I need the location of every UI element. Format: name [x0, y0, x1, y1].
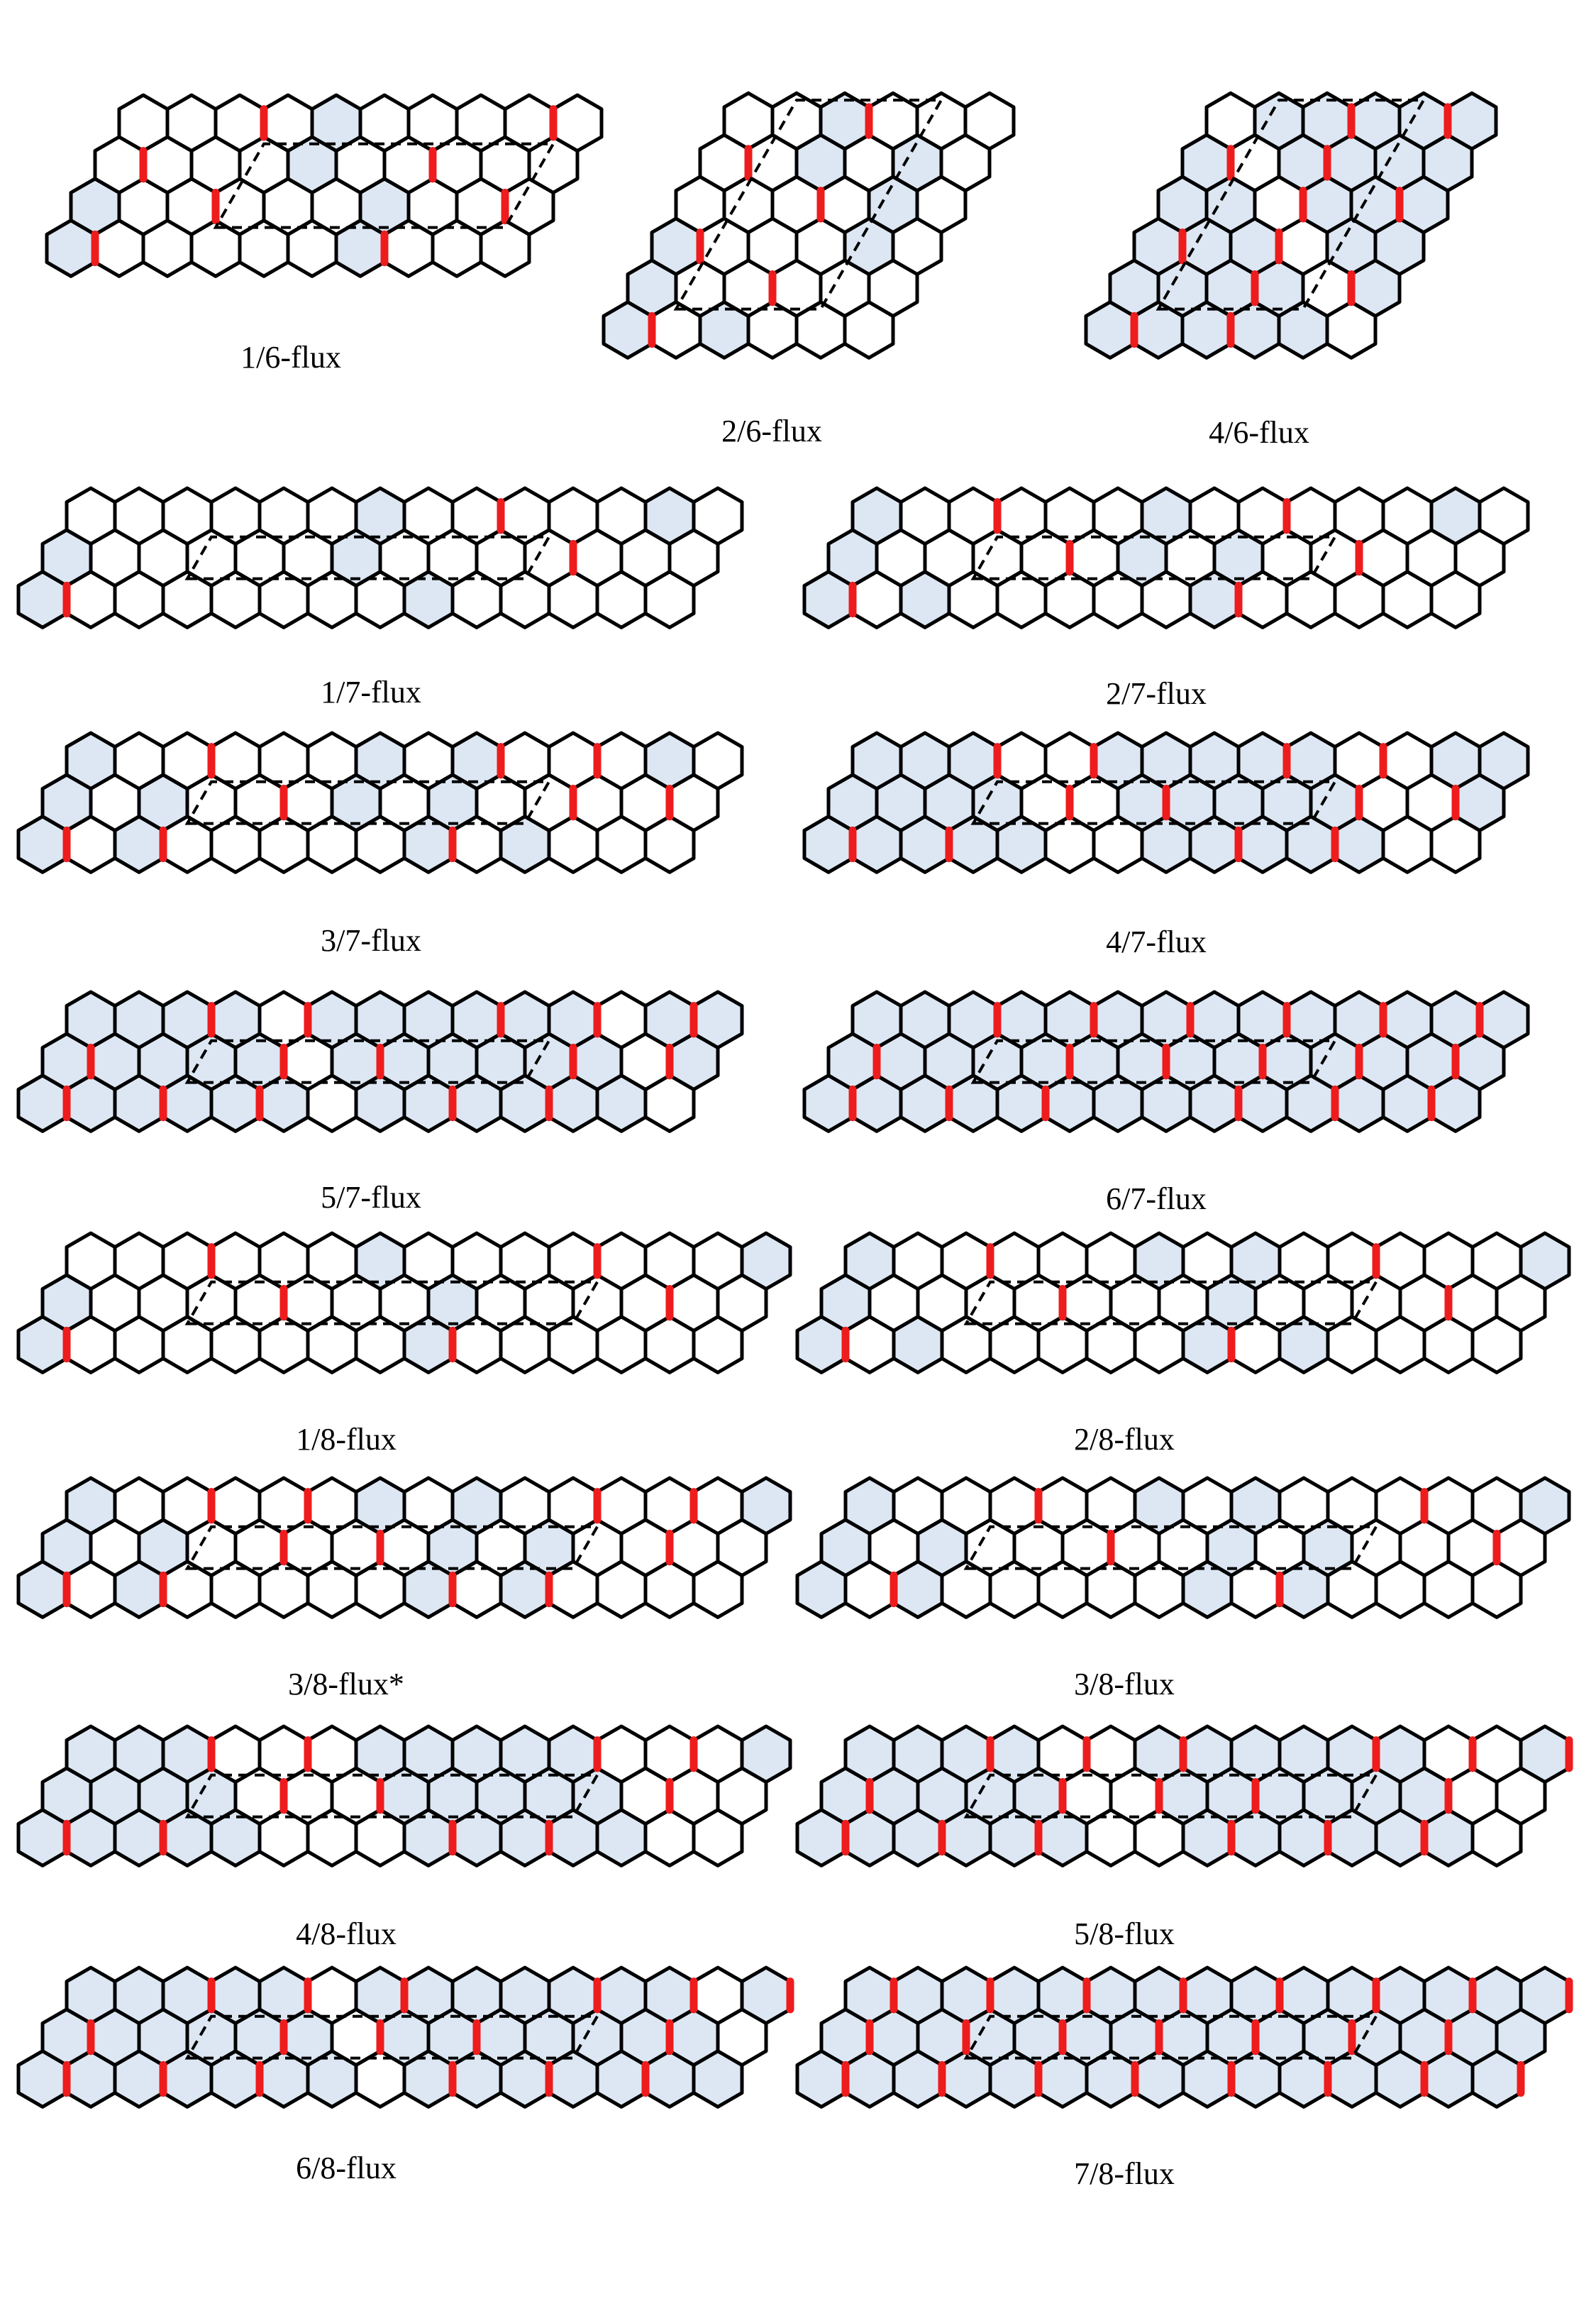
hexagon-plaquette	[949, 992, 997, 1048]
hexagon-plaquette	[549, 488, 597, 544]
hexagon-plaquette	[1480, 992, 1528, 1048]
hexagon-plaquette	[308, 488, 356, 544]
hexagon-plaquette	[645, 1478, 694, 1534]
hexagon-plaquette	[308, 992, 356, 1048]
hexagon-plaquette	[216, 95, 264, 151]
hexagon-plaquette	[1431, 488, 1480, 544]
hexagon-plaquette	[356, 1968, 404, 2024]
lattice-panel-3-8-flux	[797, 1478, 1569, 1617]
hexagon-plaquette	[742, 1726, 790, 1782]
hexagon-plaquette	[1207, 93, 1255, 149]
hexagon-plaquette	[1521, 1478, 1569, 1534]
hexagon-plaquette	[163, 1726, 211, 1782]
panel-label-7-8-flux: 7/8-flux	[1074, 2156, 1175, 2191]
hexagon-plaquette	[211, 1478, 260, 1534]
hexagon-plaquette	[1087, 1233, 1135, 1289]
hexagon-plaquette	[308, 1726, 356, 1782]
hexagon-plaquette	[260, 1726, 308, 1782]
hexagon-plaquette	[167, 95, 216, 151]
hexagon-plaquette	[990, 1726, 1038, 1782]
lattice-panel-4-6-flux	[1086, 93, 1496, 358]
hexagon-plaquette	[404, 1726, 453, 1782]
hexagon-plaquette	[260, 992, 308, 1048]
hexagon-plaquette	[894, 1968, 942, 2024]
hexagon-plaquette	[1183, 1968, 1231, 2024]
panel-label-5-7-flux: 5/7-flux	[321, 1180, 421, 1215]
hexagon-plaquette	[67, 733, 115, 789]
panel-label-1-6-flux: 1/6-flux	[240, 340, 341, 375]
hexagon-plaquette	[965, 93, 1014, 149]
hexagon-plaquette	[211, 733, 260, 789]
hexagon-plaquette	[997, 733, 1046, 789]
hexagon-plaquette	[1135, 1478, 1183, 1534]
hexagon-plaquette	[645, 733, 694, 789]
hexagon-plaquette	[1135, 1968, 1183, 2024]
hexagon-plaquette	[1094, 992, 1142, 1048]
hexagon-plaquette	[1094, 733, 1142, 789]
hexagon-plaquette	[1046, 488, 1094, 544]
panel-label-2-7-flux: 2/7-flux	[1106, 676, 1207, 711]
lattice-panel-2-7-flux	[804, 488, 1528, 627]
hexagon-plaquette	[1046, 733, 1094, 789]
hexagon-plaquette	[597, 733, 645, 789]
hexagon-plaquette	[163, 1233, 211, 1289]
hexagon-plaquette	[1335, 488, 1383, 544]
panel-label-4-6-flux: 4/6-flux	[1209, 415, 1309, 450]
lattice-panel-6-8-flux	[18, 1968, 790, 2107]
hexagon-plaquette	[1376, 1968, 1424, 2024]
hexagon-plaquette	[901, 488, 949, 544]
hexagon-plaquette	[356, 1478, 404, 1534]
panel-label-3-8-flux: 3/8-flux	[1074, 1667, 1175, 1701]
lattice-panel-2-6-flux	[604, 93, 1014, 358]
hexagon-plaquette	[308, 1478, 356, 1534]
hexagon-plaquette	[853, 992, 901, 1048]
hexagon-plaquette	[645, 992, 694, 1048]
hexagon-plaquette	[549, 733, 597, 789]
hexagon-plaquette	[942, 1726, 990, 1782]
hexagon-plaquette	[742, 1233, 790, 1289]
hexagon-plaquette	[894, 1726, 942, 1782]
hexagon-plaquette	[163, 1968, 211, 2024]
hexagon-plaquette	[67, 1233, 115, 1289]
hexagon-plaquette	[694, 1478, 742, 1534]
hexagon-plaquette	[163, 1478, 211, 1534]
hexagon-plaquette	[1183, 1478, 1231, 1534]
hexagon-plaquette	[645, 1968, 694, 2024]
hexagon-plaquette	[163, 733, 211, 789]
hexagon-plaquette	[67, 1478, 115, 1534]
hexagon-plaquette	[1424, 1233, 1473, 1289]
hexagon-plaquette	[260, 488, 308, 544]
hexagon-plaquette	[645, 1233, 694, 1289]
hexagon-plaquette	[1087, 1968, 1135, 2024]
hexagon-plaquette	[1473, 1478, 1521, 1534]
hexagon-plaquette	[264, 95, 312, 151]
hexagon-plaquette	[990, 1233, 1038, 1289]
hexagon-plaquette	[597, 488, 645, 544]
hexagon-plaquette	[549, 992, 597, 1048]
hexagon-plaquette	[990, 1968, 1038, 2024]
hexagon-plaquette	[115, 992, 163, 1048]
hexagon-plaquette	[724, 93, 772, 149]
hexagon-plaquette	[115, 1968, 163, 2024]
panel-label-5-8-flux: 5/8-flux	[1074, 1916, 1175, 1951]
hexagon-plaquette	[942, 1233, 990, 1289]
hexagon-plaquette	[115, 1726, 163, 1782]
hexagon-plaquette	[597, 1233, 645, 1289]
hexagon-plaquette	[211, 1233, 260, 1289]
lattice-panel-5-7-flux	[18, 992, 742, 1131]
hexagon-plaquette	[942, 1968, 990, 2024]
hexagon-plaquette	[163, 992, 211, 1048]
hexagon-plaquette	[115, 488, 163, 544]
hexagon-plaquette	[997, 992, 1046, 1048]
hexagon-plaquette	[163, 488, 211, 544]
hexagon-plaquette	[645, 488, 694, 544]
hexagon-plaquette	[1135, 1233, 1183, 1289]
hexagon-plaquette	[1183, 1233, 1231, 1289]
hexagon-plaquette	[1046, 992, 1094, 1048]
hexagon-plaquette	[846, 1478, 894, 1534]
hexagon-plaquette	[1087, 1478, 1135, 1534]
lattice-panel-7-8-flux	[797, 1968, 1569, 2107]
hexagon-plaquette	[308, 1968, 356, 2024]
lattice-panel-5-8-flux	[797, 1726, 1569, 1865]
hexagon-plaquette	[1383, 488, 1431, 544]
hexagon-plaquette	[404, 1233, 453, 1289]
panel-label-4-7-flux: 4/7-flux	[1106, 925, 1207, 959]
hexagon-plaquette	[404, 1478, 453, 1534]
hexagon-plaquette	[742, 1968, 790, 2024]
hexagon-plaquette	[1424, 1726, 1473, 1782]
hexagon-plaquette	[1038, 1726, 1087, 1782]
lattice-panel-1-8-flux	[18, 1233, 790, 1372]
hexagon-plaquette	[404, 1968, 453, 2024]
hexagon-plaquette	[115, 1478, 163, 1534]
hexagon-plaquette	[1521, 1233, 1569, 1289]
panel-label-4-8-flux: 4/8-flux	[296, 1916, 397, 1951]
lattice-panel-4-7-flux	[804, 733, 1528, 872]
panel-label-2-6-flux: 2/6-flux	[721, 414, 822, 448]
lattice-panel-2-8-flux	[797, 1233, 1569, 1372]
hexagon-plaquette	[645, 1726, 694, 1782]
hexagon-plaquette	[694, 1968, 742, 2024]
hexagon-plaquette	[901, 992, 949, 1048]
hexagon-plaquette	[597, 1968, 645, 2024]
hexagon-plaquette	[997, 488, 1046, 544]
hexagon-plaquette	[308, 733, 356, 789]
hexagon-plaquette	[1424, 1968, 1473, 2024]
hexagon-plaquette	[1038, 1968, 1087, 2024]
hexagon-plaquette	[1383, 992, 1431, 1048]
hexagon-plaquette	[1087, 1726, 1135, 1782]
hexagon-plaquette	[990, 1478, 1038, 1534]
hexagon-plaquette	[694, 1233, 742, 1289]
hexagon-plaquette	[115, 1233, 163, 1289]
hexagon-plaquette	[894, 1478, 942, 1534]
hexagon-plaquette	[597, 1478, 645, 1534]
hexagon-plaquette	[553, 95, 602, 151]
hexagon-plaquette	[1424, 1478, 1473, 1534]
hexagon-plaquette	[312, 95, 360, 151]
hexagon-plaquette	[1376, 1478, 1424, 1534]
hexagon-plaquette	[1038, 1478, 1087, 1534]
hexagon-plaquette	[1183, 1726, 1231, 1782]
hexagon-plaquette	[67, 1968, 115, 2024]
hexagon-plaquette	[949, 488, 997, 544]
hexagon-plaquette	[67, 992, 115, 1048]
hexagon-plaquette	[1094, 488, 1142, 544]
lattice-panel-1-7-flux	[18, 488, 742, 627]
lattice-panel-4-8-flux	[18, 1726, 790, 1865]
hexagon-plaquette	[949, 733, 997, 789]
hexagon-plaquette	[1473, 1726, 1521, 1782]
hexagon-plaquette	[694, 733, 742, 789]
hexagon-plaquette	[742, 1478, 790, 1534]
hexagon-plaquette	[1521, 1726, 1569, 1782]
hexagon-plaquette	[846, 1968, 894, 2024]
hexagon-plaquette	[1431, 733, 1480, 789]
hexagon-plaquette	[846, 1726, 894, 1782]
hexagon-plaquette	[1431, 992, 1480, 1048]
hexagon-plaquette	[597, 992, 645, 1048]
hexagon-plaquette	[211, 1726, 260, 1782]
panel-label-6-7-flux: 6/7-flux	[1106, 1181, 1207, 1216]
hexagon-plaquette	[694, 1726, 742, 1782]
hexagon-plaquette	[846, 1233, 894, 1289]
hexagon-plaquette	[67, 488, 115, 544]
hexagon-plaquette	[356, 1233, 404, 1289]
hexagon-plaquette	[1376, 1233, 1424, 1289]
hexagon-plaquette	[853, 733, 901, 789]
hexagon-plaquette	[211, 488, 260, 544]
hexagon-plaquette	[1473, 1233, 1521, 1289]
panel-label-1-8-flux: 1/8-flux	[296, 1422, 397, 1457]
hexagon-plaquette	[1383, 733, 1431, 789]
hexagon-plaquette	[260, 1968, 308, 2024]
hexagon-plaquette	[1335, 733, 1383, 789]
hexagon-plaquette	[119, 95, 167, 151]
panel-label-3-8-flux-star: 3/8-flux*	[288, 1667, 404, 1701]
hexagon-plaquette	[853, 488, 901, 544]
hexagon-plaquette	[67, 1726, 115, 1782]
lattice-panel-3-8-flux-	[18, 1478, 790, 1617]
panel-label-2-8-flux: 2/8-flux	[1074, 1422, 1175, 1457]
hexagon-plaquette	[894, 1233, 942, 1289]
hexagon-plaquette	[1480, 733, 1528, 789]
hexagon-plaquette	[1335, 992, 1383, 1048]
hexagon-plaquette	[694, 488, 742, 544]
hexagon-plaquette	[942, 1478, 990, 1534]
hexagon-plaquette	[260, 733, 308, 789]
lattice-panel-3-7-flux	[18, 733, 742, 872]
panel-label-3-7-flux: 3/7-flux	[321, 923, 421, 958]
hexagon-plaquette	[1376, 1726, 1424, 1782]
hexagon-plaquette	[1448, 93, 1496, 149]
hexagon-plaquette	[211, 1968, 260, 2024]
hexagon-plaquette	[308, 1233, 356, 1289]
panel-label-6-8-flux: 6/8-flux	[296, 2151, 397, 2185]
hexagon-plaquette	[1480, 488, 1528, 544]
hexagon-plaquette	[694, 992, 742, 1048]
hexagon-plaquette	[211, 992, 260, 1048]
lattice-panel-6-7-flux	[804, 992, 1528, 1131]
hexagon-plaquette	[1038, 1233, 1087, 1289]
hexagon-plaquette	[115, 733, 163, 789]
panel-label-1-7-flux: 1/7-flux	[321, 675, 421, 710]
hexagon-plaquette	[901, 733, 949, 789]
hexagon-plaquette	[1521, 1968, 1569, 2024]
hexagon-plaquette	[597, 1726, 645, 1782]
hexagon-plaquette	[260, 1233, 308, 1289]
lattice-panel-1-6-flux	[47, 95, 602, 276]
hexagon-plaquette	[1473, 1968, 1521, 2024]
hexagon-plaquette	[356, 1726, 404, 1782]
hexagon-plaquette	[1135, 1726, 1183, 1782]
hexagon-plaquette	[260, 1478, 308, 1534]
